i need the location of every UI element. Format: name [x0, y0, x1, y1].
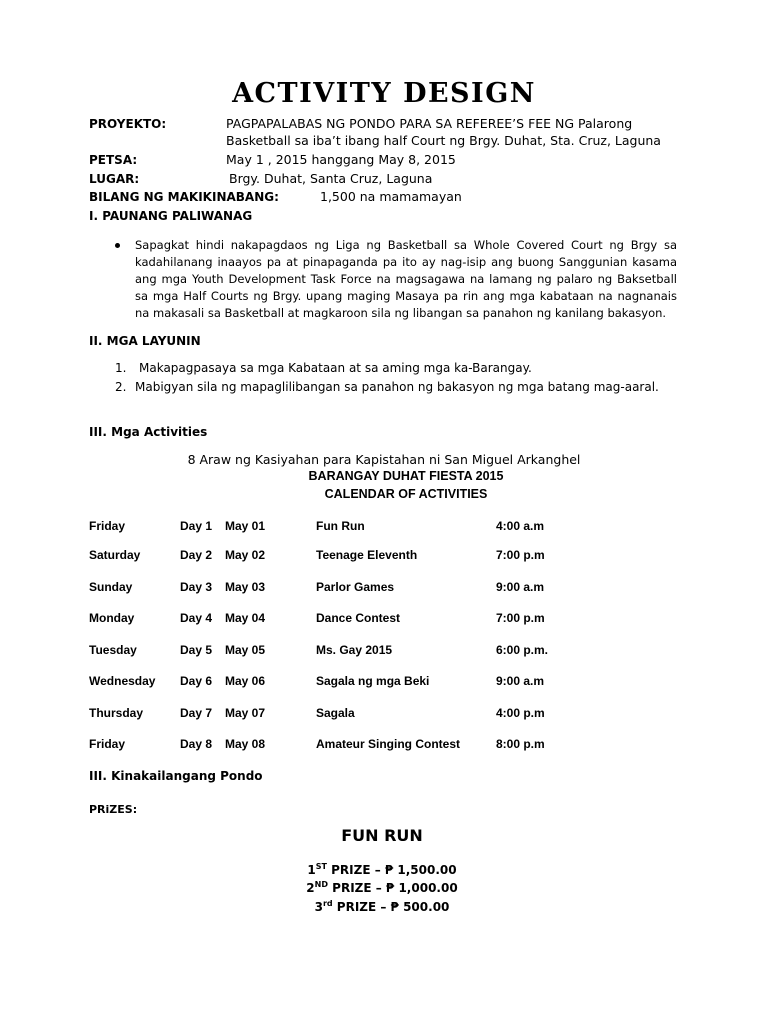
cell-day-number: Day 4: [180, 611, 213, 625]
table-row: [0, 548, 768, 564]
prize-rank: 1: [307, 863, 316, 877]
table-row: [0, 737, 768, 753]
objective-number: 2.: [115, 380, 127, 394]
section4-heading: III. Kinakailangang Pondo: [89, 769, 263, 783]
cell-date: May 05: [225, 643, 266, 657]
objective-number: 1.: [115, 361, 127, 375]
cell-day: Friday: [89, 737, 126, 751]
cell-activity: Dance Contest: [316, 611, 401, 625]
cell-date: May 04: [225, 611, 266, 625]
cell-day-number: Day 7: [180, 706, 213, 720]
cell-time: 9:00 a.m: [496, 580, 545, 594]
cell-date: May 02: [225, 548, 266, 562]
section1-heading: I. PAUNANG PALIWANAG: [89, 209, 253, 223]
table-row: [0, 643, 768, 659]
prize-line-1: [0, 862, 766, 877]
cell-day: Saturday: [89, 548, 141, 562]
cell-day: Sunday: [89, 580, 133, 594]
cell-day-number: Day 6: [180, 674, 213, 688]
cell-day-number: Day 3: [180, 580, 213, 594]
prize-rank-suffix: rd: [322, 899, 333, 908]
prizes-label: PRiZES:: [89, 803, 138, 816]
cell-day: Wednesday: [89, 674, 156, 688]
fiesta-title: BARANGAY DUHAT FIESTA 2015: [308, 469, 504, 483]
proyekto-value-line1: PAGPAPALABAS NG PONDO PARA SA REFEREE’S FEE NG Palarong: [226, 116, 633, 131]
fun-run-title: FUN RUN: [341, 826, 423, 845]
table-row: [0, 580, 768, 596]
bilang-label: BILANG NG MAKIKINABANG:: [89, 190, 279, 204]
cell-time: 9:00 a.m: [496, 674, 545, 688]
cell-activity: Ms. Gay 2015: [316, 643, 393, 657]
cell-time: 4:00 p.m: [496, 706, 545, 720]
cell-time: 4:00 a.m: [496, 519, 545, 533]
cell-date: May 03: [225, 580, 266, 594]
table-row: [0, 706, 768, 722]
calendar-title: CALENDAR OF ACTIVITIES: [324, 487, 488, 501]
activities-subtitle: 8 Araw ng Kasiyahan para Kapistahan ni San Miguel Arkanghel: [187, 452, 581, 467]
cell-activity: Fun Run: [316, 519, 365, 533]
cell-time: 6:00 p.m.: [496, 643, 549, 657]
cell-activity: Sagala ng mga Beki: [316, 674, 430, 688]
cell-day: Tuesday: [89, 643, 137, 657]
petsa-label: PETSA:: [89, 153, 138, 167]
cell-day-number: Day 2: [180, 548, 213, 562]
prize-rank: 3: [314, 900, 323, 914]
cell-day-number: Day 5: [180, 643, 213, 657]
cell-activity: Parlor Games: [316, 580, 395, 594]
table-row: [0, 611, 768, 627]
bullet-icon: [115, 243, 120, 248]
cell-time: 8:00 p.m: [496, 737, 545, 751]
prize-amount: PRIZE – ₱ 1,500.00: [326, 863, 457, 877]
cell-date: May 07: [225, 706, 266, 720]
table-row: [0, 674, 768, 690]
cell-activity: Sagala: [316, 706, 355, 720]
section2-heading: II. MGA LAYUNIN: [89, 334, 201, 348]
proyekto-label: PROYEKTO:: [89, 117, 167, 131]
cell-day: Friday: [89, 519, 126, 533]
cell-time: 7:00 p.m: [496, 548, 545, 562]
objective-text: Makapagpasaya sa mga Kabataan at sa aming mga ka-Barangay.: [139, 361, 532, 375]
prize-rank-suffix: ST: [315, 862, 327, 871]
objective-text: Mabigyan sila ng mapaglilibangan sa panahon ng bakasyon ng mga batang mag-aaral.: [135, 380, 659, 394]
prize-amount: PRIZE – ₱ 1,000.00: [328, 881, 458, 895]
prize-rank-suffix: ND: [314, 880, 328, 889]
cell-time: 7:00 p.m: [496, 611, 545, 625]
cell-day-number: Day 8: [180, 737, 213, 751]
cell-day: Thursday: [89, 706, 144, 720]
cell-activity: Teenage Eleventh: [316, 548, 418, 562]
cell-date: May 08: [225, 737, 266, 751]
prize-line-2: [0, 880, 766, 895]
cell-date: May 06: [225, 674, 266, 688]
section1-paragraph: Sapagkat hindi nakapagdaos ng Liga ng Basketball sa Whole Covered Court ng Brgy sa kadahilanang inaayos pa at pinapaganda pa ito ay nag-isip ang buong Sanggunian kasama ang mga Youth Development Task Force na magsagawa na lamang ng palaro ng Baksetball sa mga Half Courts ng Brgy. upang maging Masaya pa rin ang mga kabataan na nagnanais na makasali sa Basketball at magkaroon sila ng libangan sa panahon ng kanilang bakasyon.: [135, 238, 677, 320]
prize-line-3: [0, 899, 766, 914]
lugar-label: LUGAR:: [89, 172, 140, 186]
prize-rank: 2: [306, 881, 315, 895]
section3-heading: III. Mga Activities: [89, 425, 208, 439]
prize-amount: PRIZE – ₱ 500.00: [332, 900, 450, 914]
petsa-value: May 1 , 2015 hanggang May 8, 2015: [226, 152, 456, 167]
document-title: ACTIVITY DESIGN: [232, 78, 536, 109]
cell-activity: Amateur Singing Contest: [316, 737, 461, 751]
proyekto-value-line2: Basketball sa iba’t ibang half Court ng Brgy. Duhat, Sta. Cruz, Laguna: [226, 133, 661, 148]
cell-day: Monday: [89, 611, 135, 625]
lugar-value: Brgy. Duhat, Santa Cruz, Laguna: [229, 171, 433, 186]
cell-day-number: Day 1: [180, 519, 213, 533]
table-row: [0, 519, 768, 535]
cell-date: May 01: [225, 519, 266, 533]
bilang-value: 1,500 na mamamayan: [320, 189, 462, 204]
